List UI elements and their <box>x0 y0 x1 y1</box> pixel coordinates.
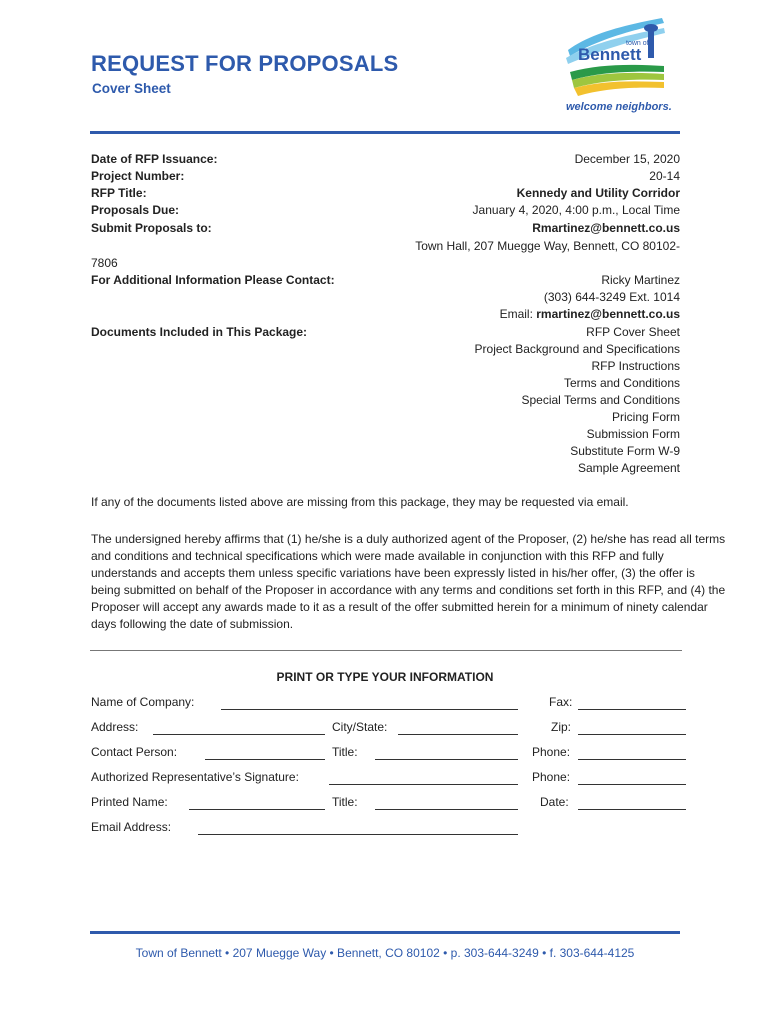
doc-item: Pricing Form <box>611 410 680 424</box>
doc-item: RFP Cover Sheet <box>586 325 680 339</box>
submit-label: Submit Proposals to: <box>91 221 212 235</box>
proposals-due-value: January 4, 2020, 4:00 p.m., Local Time <box>472 203 680 217</box>
signature-field[interactable] <box>329 784 518 785</box>
doc-item: Sample Agreement <box>577 461 680 475</box>
submit-address-cont: 7806 <box>91 256 118 270</box>
document-subtitle: Cover Sheet <box>92 81 171 96</box>
company-field[interactable] <box>221 709 518 710</box>
email-address-label: Email Address: <box>91 820 172 834</box>
contact-email-prefix: Email: <box>499 307 537 321</box>
city-state-field[interactable] <box>398 734 518 735</box>
missing-documents-note: If any of the documents listed above are missing from this package, they may be requested via email. <box>91 495 629 509</box>
rfp-title-value: Kennedy and Utility Corridor <box>516 186 680 200</box>
contact-label: For Additional Information Please Contact: <box>91 273 335 287</box>
document-title: REQUEST FOR PROPOSALS <box>91 51 399 76</box>
contact-email: rmartinez@bennett.co.us <box>536 307 680 321</box>
date-value: December 15, 2020 <box>574 152 680 166</box>
phone-label: Phone: <box>532 745 571 759</box>
printed-name-label: Printed Name: <box>91 795 168 809</box>
footer-address: Town of Bennett • 207 Muegge Way • Bennett, CO 80102 • p. 303-644-3249 • f. 303-644-4125 <box>135 946 635 960</box>
footer-divider <box>90 931 680 934</box>
date-field[interactable] <box>578 809 686 810</box>
header-divider <box>90 131 680 134</box>
email-address-field[interactable] <box>198 834 518 835</box>
title-field-2[interactable] <box>375 809 518 810</box>
doc-item: Terms and Conditions <box>563 376 680 390</box>
contact-phone: (303) 644-3249 Ext. 1014 <box>543 290 680 304</box>
zip-field[interactable] <box>578 734 686 735</box>
phone-field[interactable] <box>578 759 686 760</box>
form-heading: PRINT OR TYPE YOUR INFORMATION <box>276 670 494 684</box>
company-label: Name of Company: <box>91 695 195 709</box>
documents-label: Documents Included in This Package: <box>91 325 308 339</box>
zip-label: Zip: <box>551 720 572 734</box>
contact-person-label: Contact Person: <box>91 745 178 759</box>
project-number-value: 20-14 <box>649 169 680 183</box>
contact-email-line <box>500 307 680 321</box>
fax-label: Fax: <box>549 695 573 709</box>
fax-field[interactable] <box>578 709 686 710</box>
submit-address: Town Hall, 207 Muegge Way, Bennett, CO 80102- <box>415 239 680 253</box>
proposals-due-label: Proposals Due: <box>91 203 180 217</box>
address-label: Address: <box>91 720 139 734</box>
doc-item: Substitute Form W-9 <box>570 444 680 458</box>
phone-label-2: Phone: <box>532 770 571 784</box>
title-label: Title: <box>332 745 358 759</box>
date-label-form: Date: <box>540 795 569 809</box>
logo-town-of: town of <box>626 40 649 47</box>
printed-name-field[interactable] <box>189 809 325 810</box>
date-label: Date of RFP Issuance: <box>91 152 218 166</box>
city-state-label: City/State: <box>332 720 388 734</box>
submit-email: Rmartinez@bennett.co.us <box>532 221 680 235</box>
doc-item: RFP Instructions <box>591 359 680 373</box>
rfp-title-label: RFP Title: <box>91 186 147 200</box>
affirmation-paragraph: The undersigned hereby affirms that (1) he/she is a duly authorized agent of the Proposer, (2) he/she has read all terms and conditions and technical specifications which were made available in conjunction with this RFP and fully understands and accepts them unless specific variations have been expressly listed in his/her offer, (3) the offer is being submitted on behalf of the Proposer in accordance with any terms and conditions set forth in this RFP, and (4) the Proposer will accept any awards made to it as a result of the offer submitted herein for a minimum of ninety calendar days following the date of submission. <box>91 532 726 631</box>
address-field[interactable] <box>153 734 325 735</box>
title-field[interactable] <box>375 759 518 760</box>
logo-name: Bennett <box>578 45 642 64</box>
title-label-2: Title: <box>332 795 358 809</box>
contact-person-field[interactable] <box>205 759 325 760</box>
signature-label: Authorized Representative’s Signature: <box>91 770 299 784</box>
doc-item: Special Terms and Conditions <box>521 393 680 407</box>
form-divider <box>90 650 682 651</box>
town-logo <box>560 14 682 118</box>
doc-item: Submission Form <box>586 427 680 441</box>
contact-name: Ricky Martinez <box>601 273 680 287</box>
phone-field-2[interactable] <box>578 784 686 785</box>
logo-tagline: welcome neighbors. <box>566 101 672 113</box>
doc-item: Project Background and Specifications <box>474 342 680 356</box>
project-number-label: Project Number: <box>91 169 185 183</box>
